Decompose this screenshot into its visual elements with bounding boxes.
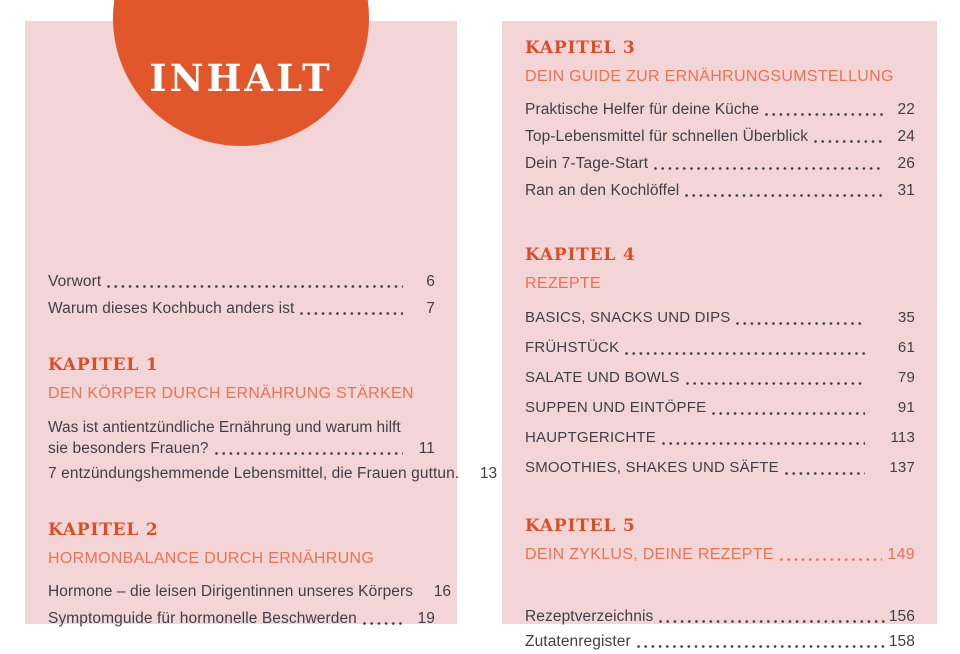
toc-entry-page: 22 [897, 101, 915, 118]
toc-entry-label: Rezeptverzeichnis [525, 608, 654, 625]
toc-entry-row [48, 295, 435, 322]
toc-entry-label: SUPPEN UND EINTÖPFE [525, 399, 707, 416]
chapter-subtitle-page: 149 [887, 546, 915, 563]
toc-entry-label: BASICS, SNACKS UND DIPS [525, 309, 731, 326]
toc-entry-page: 7 [426, 300, 435, 317]
toc-entry-page: 113 [890, 429, 915, 446]
toc-entry [525, 363, 915, 393]
chapter-subtitle-row [525, 272, 915, 296]
toc-entry [48, 268, 435, 295]
chapter-entries [48, 413, 498, 487]
toc-entry-row [525, 363, 915, 393]
toc-entry-row [48, 605, 435, 632]
toc-entry [525, 150, 915, 177]
dot-leader [215, 452, 403, 455]
dot-leader [814, 140, 883, 143]
left-chapters [48, 355, 498, 632]
dot-leader [780, 558, 883, 561]
dot-leader [765, 113, 883, 116]
toc-entry-label: SMOOTHIES, SHAKES UND SÄFTE [525, 459, 779, 476]
toc-entry-row [525, 393, 915, 423]
toc-entry [48, 295, 435, 322]
dot-leader [662, 442, 865, 445]
toc-entry-page: 13 [479, 465, 498, 482]
toc-entry [48, 578, 452, 605]
toc-entry [525, 393, 915, 423]
chapter-subtitle: DEN KÖRPER DURCH ERNÄHRUNG STÄRKEN [48, 385, 414, 402]
toc-entry-row [48, 578, 452, 605]
page-left [25, 21, 498, 627]
toc-entry-page: 24 [897, 128, 915, 145]
toc-entry-label: FRÜHSTÜCK [525, 339, 620, 356]
toc-entry-label: Warum dieses Kochbuch anders ist [48, 300, 295, 317]
chapter-entries [48, 578, 452, 632]
toc-entry [525, 96, 915, 123]
toc-entry-label: Ran an den Kochlöffel [525, 182, 680, 199]
toc-entry-row [525, 604, 915, 629]
toc-entry-row [525, 303, 915, 333]
toc-entry-label: Symptomguide für hormonelle Beschwerden [48, 610, 357, 627]
back-matter [525, 604, 915, 654]
chapter-kicker: KAPITEL 3 [525, 38, 636, 58]
toc-entry [48, 605, 435, 632]
toc-entry-page: 31 [897, 182, 915, 199]
chapter-kicker: KAPITEL 5 [525, 516, 636, 536]
toc-entry [525, 423, 915, 453]
toc-entry-row [48, 438, 435, 460]
toc-entry [525, 123, 915, 150]
dot-leader [654, 167, 883, 170]
toc-entry [48, 460, 498, 487]
chapter-subtitle-row [48, 547, 435, 571]
right-chapters [525, 38, 915, 567]
toc-entry [525, 629, 915, 654]
chapter-kicker: KAPITEL 1 [48, 355, 159, 375]
dot-leader [736, 322, 865, 325]
toc-entry-page: 91 [897, 399, 915, 416]
toc-entry-label: sie besonders Frauen? [48, 440, 209, 457]
dot-leader [363, 622, 403, 625]
chapter-section [48, 355, 498, 487]
chapter-section [525, 245, 915, 483]
dot-leader [300, 312, 403, 315]
toc-entry [525, 303, 915, 333]
dot-leader [637, 645, 887, 648]
toc-entry-page: 35 [897, 309, 915, 326]
toc-entry-row [48, 460, 498, 487]
dot-leader [685, 194, 883, 197]
dot-leader [785, 472, 865, 475]
toc-entry-line1: Was ist antientzündliche Ernährung und warum hilft [48, 419, 401, 436]
toc-entry-label: Hormone – die leisen Dirigentinnen unseres Körpers [48, 583, 414, 600]
toc-entry [525, 177, 915, 204]
toc-entry-page: 61 [897, 339, 915, 356]
chapter-section [48, 520, 452, 632]
toc-entry-row [525, 150, 915, 177]
toc-entry-page: 6 [426, 273, 435, 290]
chapter-section [525, 38, 915, 204]
dot-leader [107, 285, 403, 288]
toc-entry-page: 26 [897, 155, 915, 172]
toc-entry-label: 7 entzündungshemmende Lebensmittel, die Frauen guttun. [48, 465, 460, 482]
front-matter [48, 268, 435, 322]
dot-leader [686, 382, 865, 385]
chapter-subtitle: REZEPTE [525, 275, 601, 292]
toc-entry-label: Dein 7-Tage-Start [525, 155, 649, 172]
toc-entry-label: Zutatenregister [525, 633, 631, 650]
toc-entry-page: 156 [888, 608, 915, 625]
toc-entry-label: Praktische Helfer für deine Küche [525, 101, 760, 118]
chapter-subtitle: DEIN GUIDE ZUR ERNÄHRUNGSUMSTELLUNG [525, 68, 894, 85]
toc-entry-row [525, 123, 915, 150]
toc-entry-label: Vorwort [48, 273, 102, 290]
dot-leader [712, 412, 865, 415]
toc-entry-page: 137 [889, 459, 915, 476]
toc-entry [525, 453, 915, 483]
toc-entry-page: 16 [433, 583, 452, 600]
toc-entry-row [48, 268, 435, 295]
chapter-subtitle-row [525, 543, 915, 567]
toc-entry-row [525, 96, 915, 123]
chapter-subtitle-row [48, 382, 435, 406]
toc-entry-label: HAUPTGERICHTE [525, 429, 656, 446]
toc-entry-row [525, 629, 915, 654]
chapter-entries [525, 96, 915, 204]
chapter-kicker: KAPITEL 2 [48, 520, 159, 540]
toc-entry-label: SALATE UND BOWLS [525, 369, 680, 386]
toc-entry-row [525, 177, 915, 204]
dot-leader [625, 352, 865, 355]
toc-entry-row [525, 423, 915, 453]
toc-entry [525, 604, 915, 629]
chapter-entries [525, 303, 915, 483]
chapter-kicker: KAPITEL 4 [525, 245, 636, 265]
toc-title: INHALT [149, 56, 333, 100]
toc-entry-row [525, 333, 915, 363]
chapter-subtitle: HORMONBALANCE DURCH ERNÄHRUNG [48, 550, 375, 567]
toc-entry-label: Top-Lebensmittel für schnellen Überblick [525, 128, 809, 145]
toc-entry-page: 158 [888, 633, 915, 650]
chapter-subtitle: DEIN ZYKLUS, DEINE REZEPTE [525, 546, 774, 563]
right-page-content [502, 21, 937, 654]
left-page-content [25, 21, 498, 632]
dot-leader [659, 620, 886, 623]
toc-entry-page: 79 [897, 369, 915, 386]
toc-entry [525, 333, 915, 363]
toc-entry-row [525, 453, 915, 483]
toc-entry-page: 11 [418, 440, 435, 457]
chapter-subtitle-row [525, 65, 915, 89]
chapter-section [525, 516, 915, 567]
toc-entry [48, 413, 435, 460]
page-right [502, 21, 937, 650]
toc-entry-page: 19 [417, 610, 435, 627]
